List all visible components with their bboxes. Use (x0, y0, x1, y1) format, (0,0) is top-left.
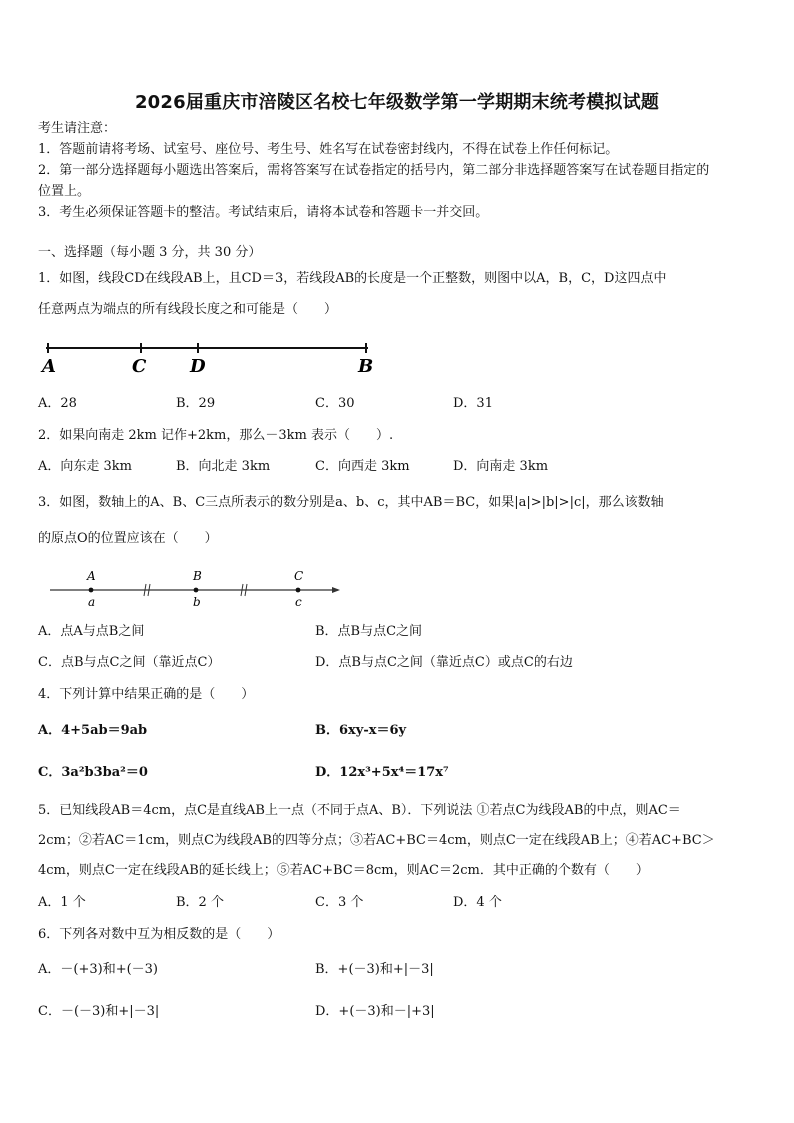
q6-option-b: B．+(－3)和+|－3| (315, 962, 434, 977)
point-b (194, 588, 199, 593)
q5-stem-line-1: 5．已知线段AB＝4cm，点C是直线AB上一点（不同于点A、B）．下列说法 ①若点C为线段AB的中点，则AC＝ (38, 803, 681, 818)
label-point-b: B (193, 569, 202, 583)
q1-option-b: B．29 (176, 396, 216, 411)
q4-option-b: B．6xy-x＝6y (315, 723, 407, 738)
q1-option-a: A．28 (38, 396, 77, 411)
label-point-c: C (294, 569, 304, 583)
number-line-arrow (332, 587, 340, 593)
q6-stem: 6．下列各对数中互为相反数的是（ ） (38, 927, 281, 942)
q2-stem: 2．如果向南走 2km 记作+2km，那么－3km 表示（ ）. (38, 428, 394, 443)
q5-option-a: A．1 个 (38, 895, 86, 910)
value-a: a (88, 595, 96, 609)
q5-stem-line-3: 4cm，则点C一定在线段AB的延长线上；⑤若AC+BC＝8cm，则AC＝2cm．其中正确的个数有（ ） (38, 863, 649, 878)
q3-stem-line-1: 3．如图，数轴上的A、B、C三点所表示的数分别是a、b、c，其中AB＝BC，如果|a|>|b|>|c|，那么该数轴 (38, 495, 664, 510)
q2-option-c: C．向西走 3km (315, 459, 410, 474)
q3-option-a: A．点A与点B之间 (38, 624, 145, 639)
q2-option-a: A．向东走 3km (38, 459, 132, 474)
section-heading: 一、选择题（每小题 3 分，共 30 分） (38, 245, 262, 260)
q5-option-b: B．2 个 (176, 895, 224, 910)
notice-item-1: 1．答题前请将考场、试室号、座位号、考生号、姓名写在试卷密封线内，不得在试卷上作任何标记。 (38, 142, 619, 157)
value-b: b (193, 595, 201, 609)
q4-option-d: D．12x³+5x⁴＝17x⁷ (315, 765, 449, 780)
label-c: C (132, 356, 147, 377)
q5-stem-line-2: 2cm；②若AC＝1cm，则点C为线段AB的四等分点；③若AC+BC＝4cm，则点C一定在线段AB上；④若AC+BC＞ (38, 833, 715, 848)
q1-option-d: D．31 (453, 396, 493, 411)
q4-stem: 4．下列计算中结果正确的是（ ） (38, 687, 255, 702)
label-b: B (358, 356, 374, 377)
value-c: c (295, 595, 302, 609)
q3-stem-line-2: 的原点O的位置应该在（ ） (38, 531, 218, 546)
label-a: A (42, 356, 56, 377)
q6-option-d: D．+(－3)和－|+3| (315, 1004, 435, 1019)
notice-item-2-cont: 位置上。 (38, 184, 91, 199)
notice-item-2: 2．第一部分选择题每小题选出答案后，需将答案写在试卷指定的括号内，第二部分非选择题答案写在试卷题目指定的 (38, 163, 710, 178)
label-d: D (190, 356, 206, 377)
q4-option-a: A．4+5ab＝9ab (38, 723, 148, 738)
q5-option-c: C．3 个 (315, 895, 364, 910)
q3-number-line-figure (48, 568, 348, 610)
label-point-a: A (87, 569, 96, 583)
q6-option-a: A．－(+3)和+(－3) (38, 962, 159, 977)
q2-option-d: D．向南走 3km (453, 459, 549, 474)
q3-option-c: C．点B与点C之间（靠近点C） (38, 655, 221, 670)
q6-option-c: C．－(－3)和+|－3| (38, 1004, 160, 1019)
q1-stem-line-1: 1．如图，线段CD在线段AB上，且CD＝3，若线段AB的长度是一个正整数，则图中以A，B，C，D这四点中 (38, 271, 667, 286)
q4-option-c: C．3a²b3ba²＝0 (38, 765, 148, 780)
q2-option-b: B．向北走 3km (176, 459, 271, 474)
q3-option-b: B．点B与点C之间 (315, 624, 423, 639)
page-title: 2026届重庆市涪陵区名校七年级数学第一学期期末统考模拟试题 (134, 92, 660, 113)
point-c (296, 588, 301, 593)
notice-heading: 考生请注意： (38, 121, 117, 136)
q1-segment-figure (38, 340, 378, 380)
q5-option-d: D．4 个 (453, 895, 502, 910)
q3-option-d: D．点B与点C之间（靠近点C）或点C的右边 (315, 655, 573, 670)
q1-option-c: C．30 (315, 396, 355, 411)
q1-stem-line-2: 任意两点为端点的所有线段长度之和可能是（ ） (38, 302, 338, 317)
notice-item-3: 3．考生必须保证答题卡的整洁。考试结束后，请将本试卷和答题卡一并交回。 (38, 205, 489, 220)
point-a (89, 588, 94, 593)
